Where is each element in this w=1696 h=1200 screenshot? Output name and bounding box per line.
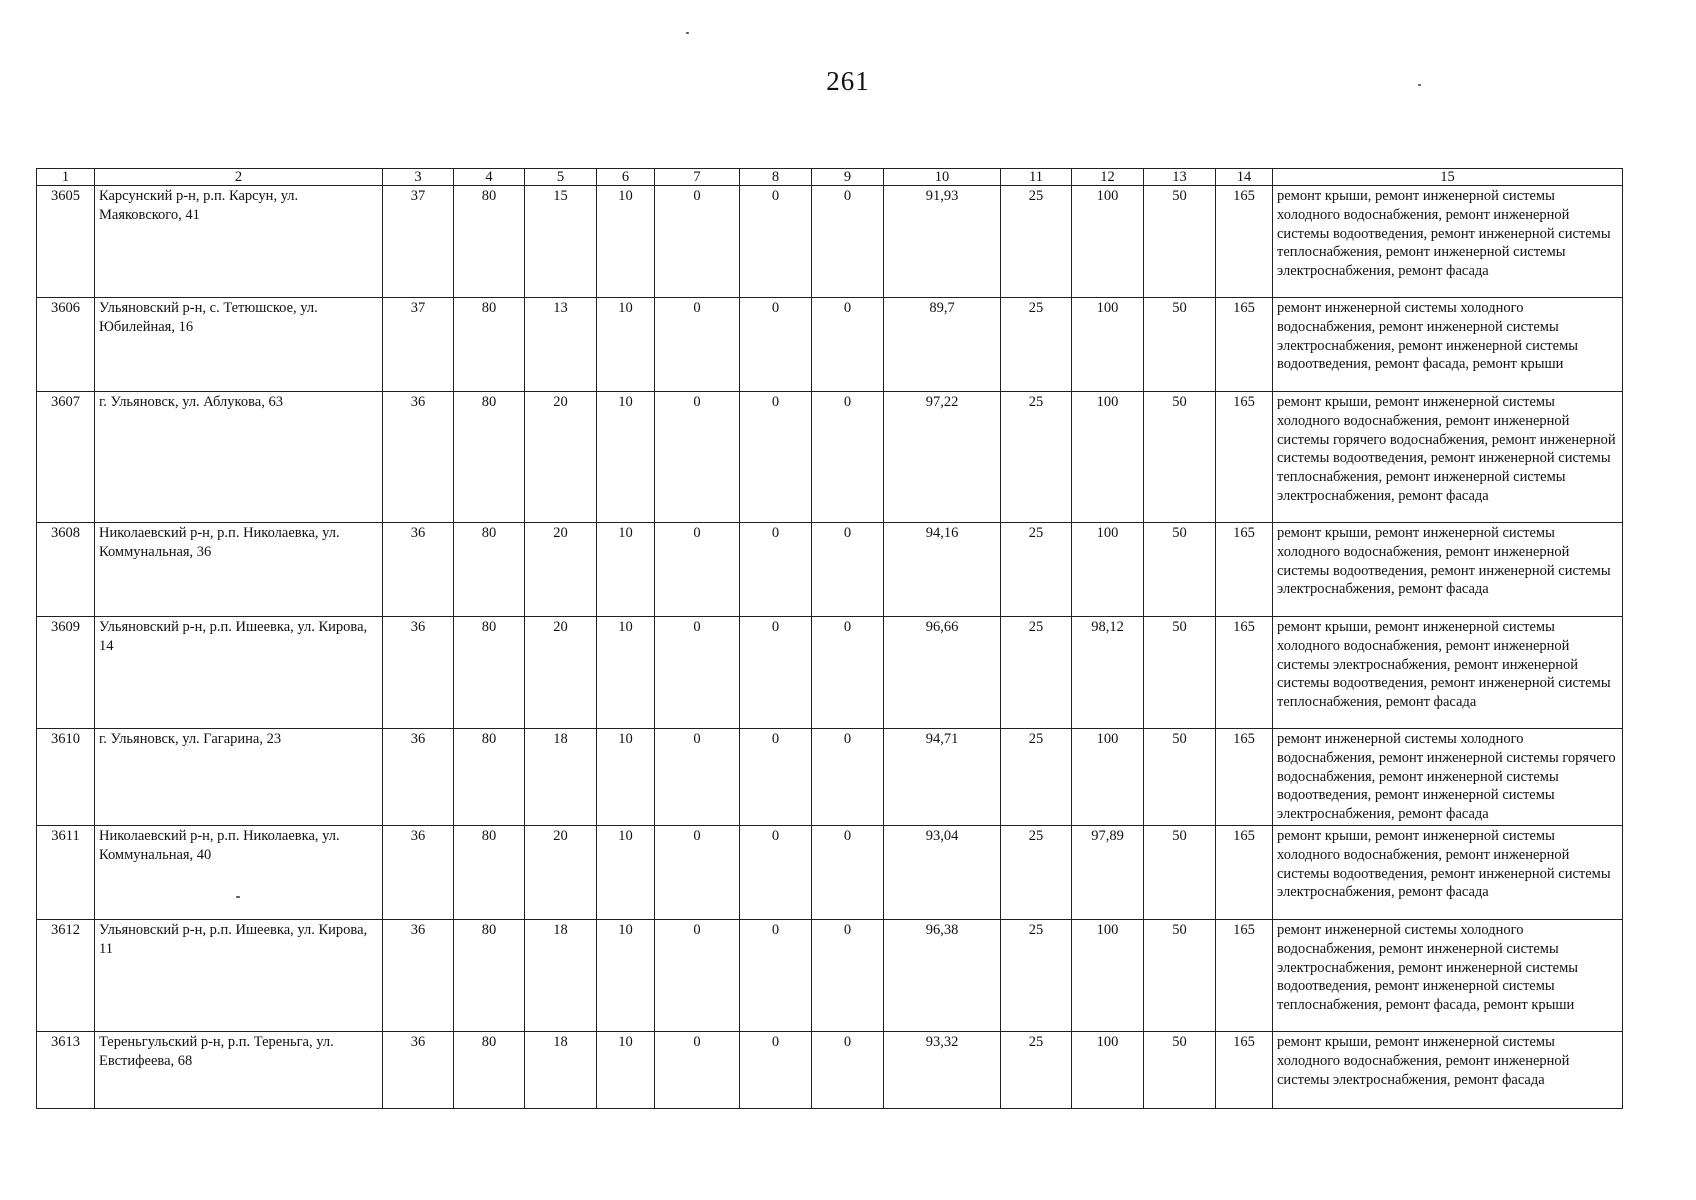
column-header-2: 2 <box>95 169 383 186</box>
cell-c5: 20 <box>525 392 597 523</box>
cell-c13: 50 <box>1144 919 1216 1031</box>
cell-c12: 98,12 <box>1072 617 1144 729</box>
cell-c3: 36 <box>383 617 454 729</box>
cell-c5: 18 <box>525 1031 597 1108</box>
row-number-cell: 3605 <box>37 186 95 298</box>
cell-c14: 165 <box>1216 186 1273 298</box>
column-header-4: 4 <box>454 169 525 186</box>
cell-c8: 0 <box>740 186 812 298</box>
cell-c14: 165 <box>1216 919 1273 1031</box>
row-number-cell: 3606 <box>37 298 95 392</box>
column-header-9: 9 <box>812 169 884 186</box>
table-row <box>37 825 1623 919</box>
works-list-cell: ремонт инженерной системы холодного водоснабжения, ремонт инженерной системы электроснабжения, ремонт инженерной системы водоотведения, ремонт инженерной системы теплоснабжения, ремонт фасада, ремонт крыши <box>1273 919 1623 1031</box>
cell-c6: 10 <box>597 1031 655 1108</box>
row-number-cell: 3607 <box>37 392 95 523</box>
cell-c9: 0 <box>812 617 884 729</box>
cell-c7: 0 <box>655 298 740 392</box>
cell-c10: 97,22 <box>884 392 1001 523</box>
cell-c3: 36 <box>383 523 454 617</box>
cell-c8: 0 <box>740 298 812 392</box>
cell-c9: 0 <box>812 392 884 523</box>
cell-c6: 10 <box>597 617 655 729</box>
table-body <box>37 186 1623 1109</box>
scan-speck <box>686 32 689 34</box>
cell-c7: 0 <box>655 919 740 1031</box>
cell-c3: 37 <box>383 298 454 392</box>
column-header-6: 6 <box>597 169 655 186</box>
row-number-cell: 3608 <box>37 523 95 617</box>
cell-c10: 94,71 <box>884 729 1001 826</box>
cell-c9: 0 <box>812 919 884 1031</box>
cell-c8: 0 <box>740 617 812 729</box>
table-row <box>37 919 1623 1031</box>
cell-c5: 13 <box>525 298 597 392</box>
cell-c4: 80 <box>454 1031 525 1108</box>
cell-c8: 0 <box>740 523 812 617</box>
column-header-8: 8 <box>740 169 812 186</box>
cell-c14: 165 <box>1216 392 1273 523</box>
cell-c14: 165 <box>1216 1031 1273 1108</box>
cell-c3: 36 <box>383 825 454 919</box>
column-header-1: 1 <box>37 169 95 186</box>
page-number: 261 <box>826 66 870 96</box>
column-header-14: 14 <box>1216 169 1273 186</box>
cell-c4: 80 <box>454 523 525 617</box>
cell-c13: 50 <box>1144 617 1216 729</box>
table-header <box>37 169 1623 186</box>
row-number-cell: 3612 <box>37 919 95 1031</box>
cell-c4: 80 <box>454 186 525 298</box>
address-cell: г. Ульяновск, ул. Гагарина, 23 <box>95 729 383 826</box>
cell-c10: 96,38 <box>884 919 1001 1031</box>
table-row <box>37 298 1623 392</box>
cell-c14: 165 <box>1216 298 1273 392</box>
cell-c13: 50 <box>1144 186 1216 298</box>
cell-c4: 80 <box>454 298 525 392</box>
cell-c13: 50 <box>1144 729 1216 826</box>
column-header-10: 10 <box>884 169 1001 186</box>
works-list-cell: ремонт крыши, ремонт инженерной системы холодного водоснабжения, ремонт инженерной системы электроснабжения, ремонт инженерной системы водоотведения, ремонт инженерной системы теплоснабжения, ремонт фасада <box>1273 617 1623 729</box>
table-row <box>37 523 1623 617</box>
cell-c4: 80 <box>454 919 525 1031</box>
cell-c12: 100 <box>1072 392 1144 523</box>
works-list-cell: ремонт крыши, ремонт инженерной системы холодного водоснабжения, ремонт инженерной системы водоотведения, ремонт инженерной системы электроснабжения, ремонт фасада <box>1273 825 1623 919</box>
cell-c11: 25 <box>1001 617 1072 729</box>
cell-c3: 36 <box>383 919 454 1031</box>
works-list-cell: ремонт крыши, ремонт инженерной системы холодного водоснабжения, ремонт инженерной системы водоотведения, ремонт инженерной системы электроснабжения, ремонт фасада <box>1273 523 1623 617</box>
cell-c8: 0 <box>740 729 812 826</box>
row-number-cell: 3611 <box>37 825 95 919</box>
cell-c7: 0 <box>655 523 740 617</box>
cell-c5: 18 <box>525 919 597 1031</box>
cell-c9: 0 <box>812 186 884 298</box>
cell-c5: 20 <box>525 523 597 617</box>
cell-c6: 10 <box>597 186 655 298</box>
cell-c12: 100 <box>1072 298 1144 392</box>
cell-c10: 93,32 <box>884 1031 1001 1108</box>
cell-c7: 0 <box>655 729 740 826</box>
cell-c14: 165 <box>1216 617 1273 729</box>
cell-c13: 50 <box>1144 392 1216 523</box>
column-header-13: 13 <box>1144 169 1216 186</box>
cell-c14: 165 <box>1216 729 1273 826</box>
cell-c5: 18 <box>525 729 597 826</box>
cell-c4: 80 <box>454 729 525 826</box>
address-cell: Ульяновский р-н, р.п. Ишеевка, ул. Кирова, 14 <box>95 617 383 729</box>
cell-c6: 10 <box>597 919 655 1031</box>
cell-c3: 36 <box>383 392 454 523</box>
cell-c13: 50 <box>1144 523 1216 617</box>
cell-c6: 10 <box>597 729 655 826</box>
cell-c11: 25 <box>1001 825 1072 919</box>
cell-c10: 89,7 <box>884 298 1001 392</box>
table-row <box>37 186 1623 298</box>
address-cell: Ульяновский р-н, с. Тетюшское, ул. Юбилейная, 16 <box>95 298 383 392</box>
row-number-cell: 3609 <box>37 617 95 729</box>
cell-c10: 96,66 <box>884 617 1001 729</box>
column-header-11: 11 <box>1001 169 1072 186</box>
repair-register-table <box>36 168 1623 1109</box>
cell-c12: 100 <box>1072 729 1144 826</box>
table-row <box>37 617 1623 729</box>
cell-c8: 0 <box>740 1031 812 1108</box>
cell-c8: 0 <box>740 919 812 1031</box>
cell-c12: 100 <box>1072 919 1144 1031</box>
cell-c13: 50 <box>1144 298 1216 392</box>
cell-c9: 0 <box>812 1031 884 1108</box>
address-cell: Ульяновский р-н, р.п. Ишеевка, ул. Кирова, 11 <box>95 919 383 1031</box>
cell-c4: 80 <box>454 617 525 729</box>
cell-c13: 50 <box>1144 825 1216 919</box>
cell-c9: 0 <box>812 523 884 617</box>
cell-c8: 0 <box>740 392 812 523</box>
cell-c12: 100 <box>1072 186 1144 298</box>
cell-c12: 97,89 <box>1072 825 1144 919</box>
cell-c14: 165 <box>1216 825 1273 919</box>
address-cell: Николаевский р-н, р.п. Николаевка, ул. Коммунальная, 40 <box>95 825 383 919</box>
table-row <box>37 729 1623 826</box>
cell-c7: 0 <box>655 392 740 523</box>
cell-c8: 0 <box>740 825 812 919</box>
row-number-cell: 3610 <box>37 729 95 826</box>
cell-c14: 165 <box>1216 523 1273 617</box>
address-cell: Николаевский р-н, р.п. Николаевка, ул. Коммунальная, 36 <box>95 523 383 617</box>
cell-c11: 25 <box>1001 392 1072 523</box>
row-number-cell: 3613 <box>37 1031 95 1108</box>
cell-c9: 0 <box>812 298 884 392</box>
works-list-cell: ремонт крыши, ремонт инженерной системы холодного водоснабжения, ремонт инженерной системы горячего водоснабжения, ремонт инженерной системы водоотведения, ремонт инженерной системы теплоснабжения, ремонт инженерной системы электроснабжения, ремонт фасада <box>1273 392 1623 523</box>
cell-c7: 0 <box>655 617 740 729</box>
address-cell: Карсунский р-н, р.п. Карсун, ул. Маяковского, 41 <box>95 186 383 298</box>
address-cell: г. Ульяновск, ул. Аблукова, 63 <box>95 392 383 523</box>
column-header-7: 7 <box>655 169 740 186</box>
cell-c4: 80 <box>454 825 525 919</box>
address-cell: Тереньгульский р-н, р.п. Тереньга, ул. Евстифеева, 68 <box>95 1031 383 1108</box>
works-list-cell: ремонт крыши, ремонт инженерной системы холодного водоснабжения, ремонт инженерной системы электроснабжения, ремонт фасада <box>1273 1031 1623 1108</box>
cell-c7: 0 <box>655 1031 740 1108</box>
column-number-row <box>37 169 1623 186</box>
cell-c11: 25 <box>1001 919 1072 1031</box>
cell-c6: 10 <box>597 298 655 392</box>
cell-c3: 36 <box>383 729 454 826</box>
cell-c5: 20 <box>525 617 597 729</box>
cell-c11: 25 <box>1001 298 1072 392</box>
cell-c5: 15 <box>525 186 597 298</box>
column-header-12: 12 <box>1072 169 1144 186</box>
column-header-15: 15 <box>1273 169 1623 186</box>
cell-c11: 25 <box>1001 729 1072 826</box>
column-header-3: 3 <box>383 169 454 186</box>
cell-c10: 94,16 <box>884 523 1001 617</box>
table-row <box>37 1031 1623 1108</box>
cell-c7: 0 <box>655 186 740 298</box>
cell-c9: 0 <box>812 825 884 919</box>
cell-c9: 0 <box>812 729 884 826</box>
table-row <box>37 392 1623 523</box>
cell-c11: 25 <box>1001 523 1072 617</box>
cell-c10: 93,04 <box>884 825 1001 919</box>
cell-c6: 10 <box>597 825 655 919</box>
cell-c6: 10 <box>597 392 655 523</box>
cell-c10: 91,93 <box>884 186 1001 298</box>
cell-c3: 37 <box>383 186 454 298</box>
cell-c6: 10 <box>597 523 655 617</box>
cell-c11: 25 <box>1001 1031 1072 1108</box>
cell-c5: 20 <box>525 825 597 919</box>
works-list-cell: ремонт инженерной системы холодного водоснабжения, ремонт инженерной системы электроснабжения, ремонт инженерной системы водоотведения, ремонт фасада, ремонт крыши <box>1273 298 1623 392</box>
works-list-cell: ремонт крыши, ремонт инженерной системы холодного водоснабжения, ремонт инженерной системы водоотведения, ремонт инженерной системы теплоснабжения, ремонт инженерной системы электроснабжения, ремонт фасада <box>1273 186 1623 298</box>
cell-c4: 80 <box>454 392 525 523</box>
works-list-cell: ремонт инженерной системы холодного водоснабжения, ремонт инженерной системы горячего водоснабжения, ремонт инженерной системы водоотведения, ремонт инженерной системы электроснабжения, ремонт фасада <box>1273 729 1623 826</box>
cell-c13: 50 <box>1144 1031 1216 1108</box>
cell-c12: 100 <box>1072 1031 1144 1108</box>
column-header-5: 5 <box>525 169 597 186</box>
cell-c3: 36 <box>383 1031 454 1108</box>
cell-c11: 25 <box>1001 186 1072 298</box>
cell-c7: 0 <box>655 825 740 919</box>
cell-c12: 100 <box>1072 523 1144 617</box>
